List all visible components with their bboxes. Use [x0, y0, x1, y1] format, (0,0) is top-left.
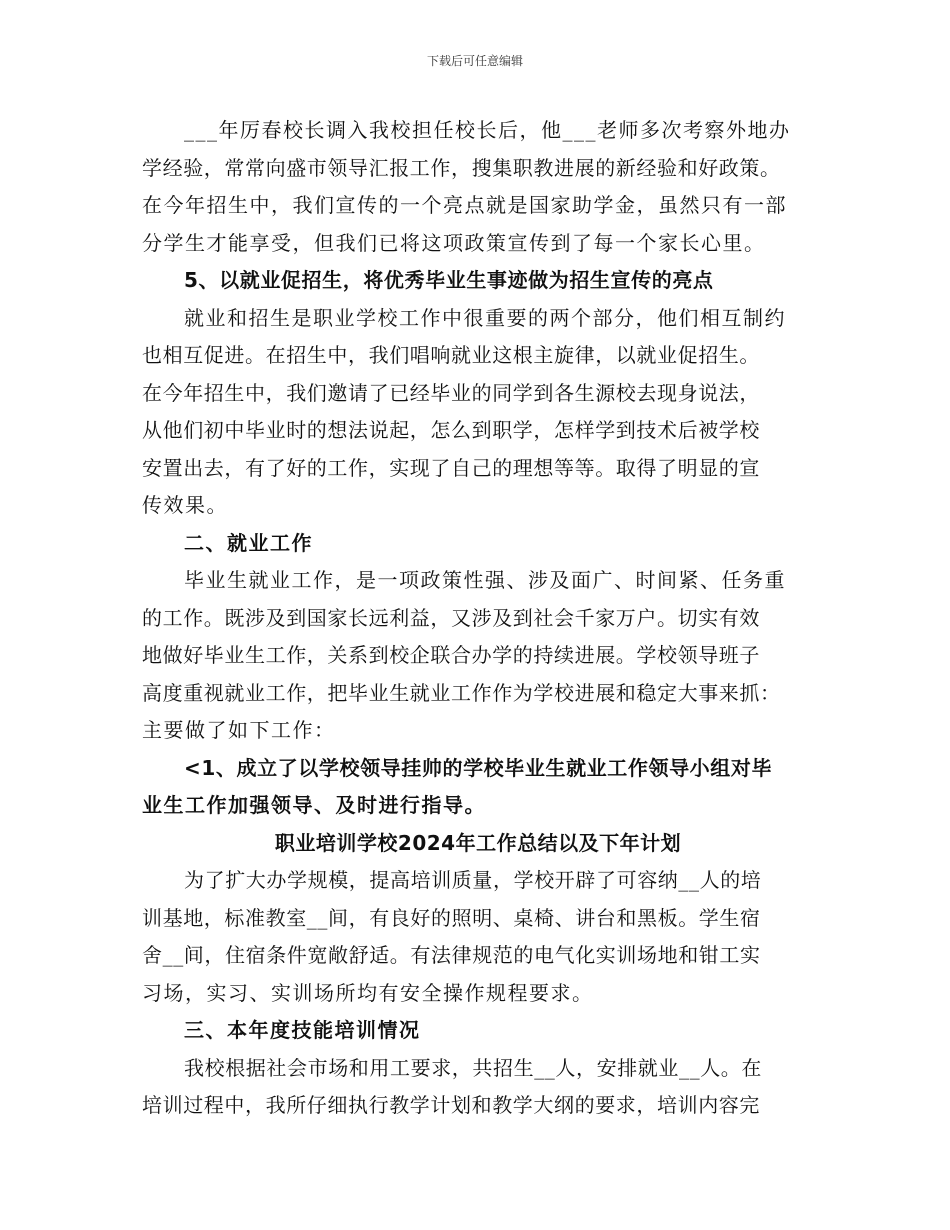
paragraph-line: 从他们初中毕业时的想法说起，怎么到职学，怎样学到技术后被学校 — [142, 418, 760, 442]
section-heading: 三、本年度技能培训情况 — [184, 1018, 421, 1042]
paragraph-line: 舍__间，住宿条件宽敞舒适。有法律规范的电气化实训场地和钳工实 — [142, 943, 761, 967]
paragraph-line: 在今年招生中，我们宣传的一个亮点就是国家助学金，虽然只有一部 — [142, 193, 787, 217]
document-body — [142, 112, 814, 1125]
section-heading: 业生工作加强领导、及时进行指导。 — [142, 793, 486, 817]
paragraph-line: 我校根据社会市场和用工要求，共招生__人，安排就业__人。在 — [184, 1055, 762, 1080]
paragraph-line: 安置出去，有了好的工作，实现了自己的理想等等。取得了明显的宣 — [142, 455, 760, 480]
paragraph-line: 高度重视就业工作，把毕业生就业工作作为学校进展和稳定大事来抓： — [142, 680, 781, 705]
paragraph-line: 分学生才能享受，但我们已将这项政策宣传到了每一个家长心里。 — [142, 230, 766, 255]
paragraph-line: 毕业生就业工作，是一项政策性强、涉及面广、时间紧、任务重 — [184, 568, 786, 592]
paragraph-line: 也相互促进。在招生中，我们唱响就业这根主旋律，以就业促招生。 — [142, 343, 760, 367]
paragraph-line: 训基地，标准教室__间，有良好的照明、桌椅、讲台和黑板。学生宿 — [142, 905, 761, 930]
paragraph-line: 培训过程中，我所仔细执行教学计划和教学大纲的要求，培训内容完 — [142, 1093, 760, 1117]
paragraph-line: 传效果。 — [142, 493, 228, 517]
paragraph-line: 习场，实习、实训场所均有安全操作规程要求。 — [142, 980, 594, 1005]
paragraph-line: 学经验，常常向盛市领导汇报工作，搜集职教进展的新经验和好政策。 — [142, 155, 781, 180]
section-heading: 5、以就业促招生，将优秀毕业生事迹做为招生宣传的亮点 — [184, 268, 714, 292]
section-heading: 二、就业工作 — [184, 530, 313, 555]
paragraph-line: 就业和招生是职业学校工作中很重要的两个部分，他们相互制约 — [184, 305, 786, 330]
paragraph-line: 地做好毕业生工作，关系到校企联合办学的持续进展。学校领导班子 — [142, 643, 760, 667]
page-header-note: 下载后可任意编辑 — [426, 54, 523, 68]
paragraph-line: 主要做了如下工作： — [142, 718, 336, 742]
paragraph-line: 为了扩大办学规模，提高培训质量，学校开辟了可容纳__人的培 — [184, 868, 762, 892]
paragraph-line: 的工作。既涉及到国家长远利益，又涉及到社会千家万户。切实有效 — [142, 605, 760, 630]
paragraph-line: ___年厉春校长调入我校担任校长后，他___老师多次考察外地办 — [184, 118, 791, 142]
document-title: 职业培训学校2024年工作总结以及下年计划 — [274, 830, 682, 855]
section-heading: <1、成立了以学校领导挂帅的学校毕业生就业工作领导小组对毕 — [184, 755, 773, 780]
paragraph-line: 在今年招生中，我们邀请了已经毕业的同学到各生源校去现身说法， — [142, 380, 760, 405]
